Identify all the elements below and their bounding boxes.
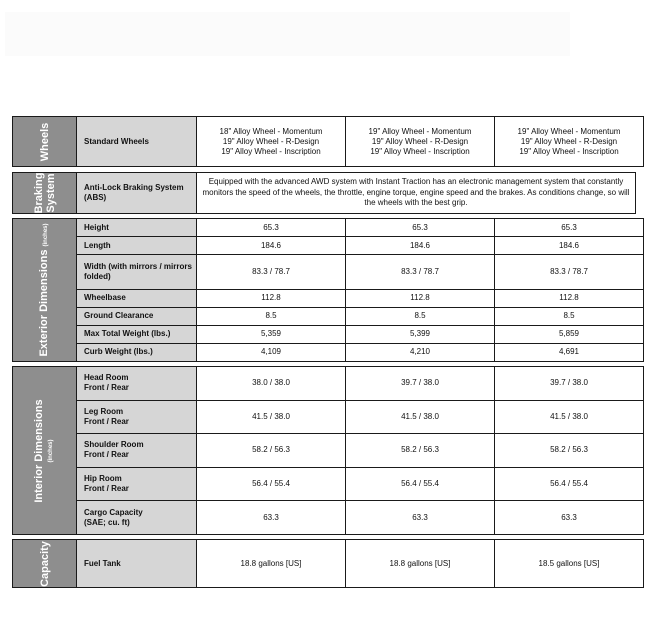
row-label: Hip Room Front / Rear — [77, 467, 197, 501]
value-cell: 112.8 — [495, 289, 644, 307]
row-label: Ground Clearance — [77, 307, 197, 325]
section-title-line: System — [44, 173, 57, 213]
row-label: Length — [77, 237, 197, 255]
section-title — [38, 223, 52, 356]
value-cell: 39.7 / 38.0 — [346, 367, 495, 401]
row-label: Leg Room Front / Rear — [77, 400, 197, 434]
table-row — [13, 434, 644, 468]
value-cell: 184.6 — [346, 237, 495, 255]
capacity-section — [12, 539, 644, 588]
value-cell: 58.2 / 56.3 — [197, 434, 346, 468]
table-row — [13, 117, 644, 167]
braking-section-header — [13, 173, 77, 214]
row-label: Head Room Front / Rear — [77, 367, 197, 401]
table-row — [13, 307, 644, 325]
section-title: Wheels — [38, 122, 51, 161]
table-row — [13, 501, 644, 535]
wheels-section-header — [13, 117, 77, 167]
section-title — [33, 173, 57, 214]
value-cell: 63.3 — [197, 501, 346, 535]
value-cell: 41.5 / 38.0 — [197, 400, 346, 434]
interior-section — [12, 366, 644, 535]
table-row — [13, 173, 636, 214]
value-cell: 65.3 — [197, 219, 346, 237]
value-cell: 4,109 — [197, 343, 346, 361]
value-cell: 83.3 / 78.7 — [197, 255, 346, 290]
value-cell: 39.7 / 38.0 — [495, 367, 644, 401]
value-cell: 18" Alloy Wheel - Momentum 19" Alloy Wheel - R-Design 19" Alloy Wheel - Inscription — [197, 117, 346, 167]
table-row — [13, 540, 644, 588]
row-label: Fuel Tank — [77, 540, 197, 588]
value-cell: 5,859 — [495, 325, 644, 343]
value-cell: 4,691 — [495, 343, 644, 361]
value-cell: 8.5 — [495, 307, 644, 325]
row-label: Cargo Capacity (SAE; cu. ft) — [77, 501, 197, 535]
table-row — [13, 367, 644, 401]
interior-section-header — [13, 367, 77, 535]
row-label: Shoulder Room Front / Rear — [77, 434, 197, 468]
abs-description: Equipped with the advanced AWD system with Instant Traction has an electronic management system that constantly monitors the speed of the wheels, the throttle, engine torque, engine speed and the brakes. As conditions change, so will the wheels with the best grip. — [197, 173, 636, 214]
capacity-section-header — [13, 540, 77, 588]
row-label: Wheelbase — [77, 289, 197, 307]
value-cell: 56.4 / 55.4 — [197, 467, 346, 501]
table-row — [13, 325, 644, 343]
value-cell: 56.4 / 55.4 — [495, 467, 644, 501]
table-row — [13, 400, 644, 434]
value-cell: 8.5 — [197, 307, 346, 325]
value-cell: 184.6 — [197, 237, 346, 255]
exterior-section — [12, 218, 644, 362]
section-unit: (inches) — [47, 438, 54, 463]
wheels-section — [12, 116, 644, 167]
row-label: Height — [77, 219, 197, 237]
value-cell: 184.6 — [495, 237, 644, 255]
row-label: Max Total Weight (lbs.) — [77, 325, 197, 343]
section-title — [33, 399, 57, 502]
value-cell: 83.3 / 78.7 — [346, 255, 495, 290]
value-cell: 65.3 — [495, 219, 644, 237]
value-cell: 41.5 / 38.0 — [495, 400, 644, 434]
value-cell: 18.5 gallons [US] — [495, 540, 644, 588]
row-label: Standard Wheels — [77, 117, 197, 167]
value-cell: 18.8 gallons [US] — [346, 540, 495, 588]
section-title-line: Braking — [32, 172, 45, 214]
value-cell: 112.8 — [197, 289, 346, 307]
value-cell: 19" Alloy Wheel - Momentum 19" Alloy Wheel - R-Design 19" Alloy Wheel - Inscription — [495, 117, 644, 167]
value-cell: 4,210 — [346, 343, 495, 361]
table-row — [13, 219, 644, 237]
table-row — [13, 343, 644, 361]
value-cell: 63.3 — [495, 501, 644, 535]
value-cell: 41.5 / 38.0 — [346, 400, 495, 434]
exterior-section-header — [13, 219, 77, 362]
table-row — [13, 467, 644, 501]
row-label: Curb Weight (lbs.) — [77, 343, 197, 361]
section-title-text: Exterior Dimensions — [37, 249, 50, 357]
section-unit: (inches) — [42, 223, 49, 247]
braking-section — [12, 172, 636, 214]
value-cell: 58.2 / 56.3 — [346, 434, 495, 468]
value-cell: 5,399 — [346, 325, 495, 343]
value-cell: 18.8 gallons [US] — [197, 540, 346, 588]
value-cell: 63.3 — [346, 501, 495, 535]
row-label: Anti-Lock Braking System (ABS) — [77, 173, 197, 214]
section-title: Capacity — [38, 540, 51, 587]
value-cell: 65.3 — [346, 219, 495, 237]
value-cell: 8.5 — [346, 307, 495, 325]
row-label: Width (with mirrors / mirrors folded) — [77, 255, 197, 290]
value-cell: 19" Alloy Wheel - Momentum 19" Alloy Wheel - R-Design 19" Alloy Wheel - Inscription — [346, 117, 495, 167]
value-cell: 56.4 / 55.4 — [346, 467, 495, 501]
value-cell: 58.2 / 56.3 — [495, 434, 644, 468]
table-row — [13, 237, 644, 255]
value-cell: 38.0 / 38.0 — [197, 367, 346, 401]
section-title-text: Interior Dimensions — [32, 398, 45, 503]
value-cell: 112.8 — [346, 289, 495, 307]
value-cell: 83.3 / 78.7 — [495, 255, 644, 290]
table-row — [13, 255, 644, 290]
table-row — [13, 289, 644, 307]
header-band — [5, 12, 570, 56]
value-cell: 5,359 — [197, 325, 346, 343]
